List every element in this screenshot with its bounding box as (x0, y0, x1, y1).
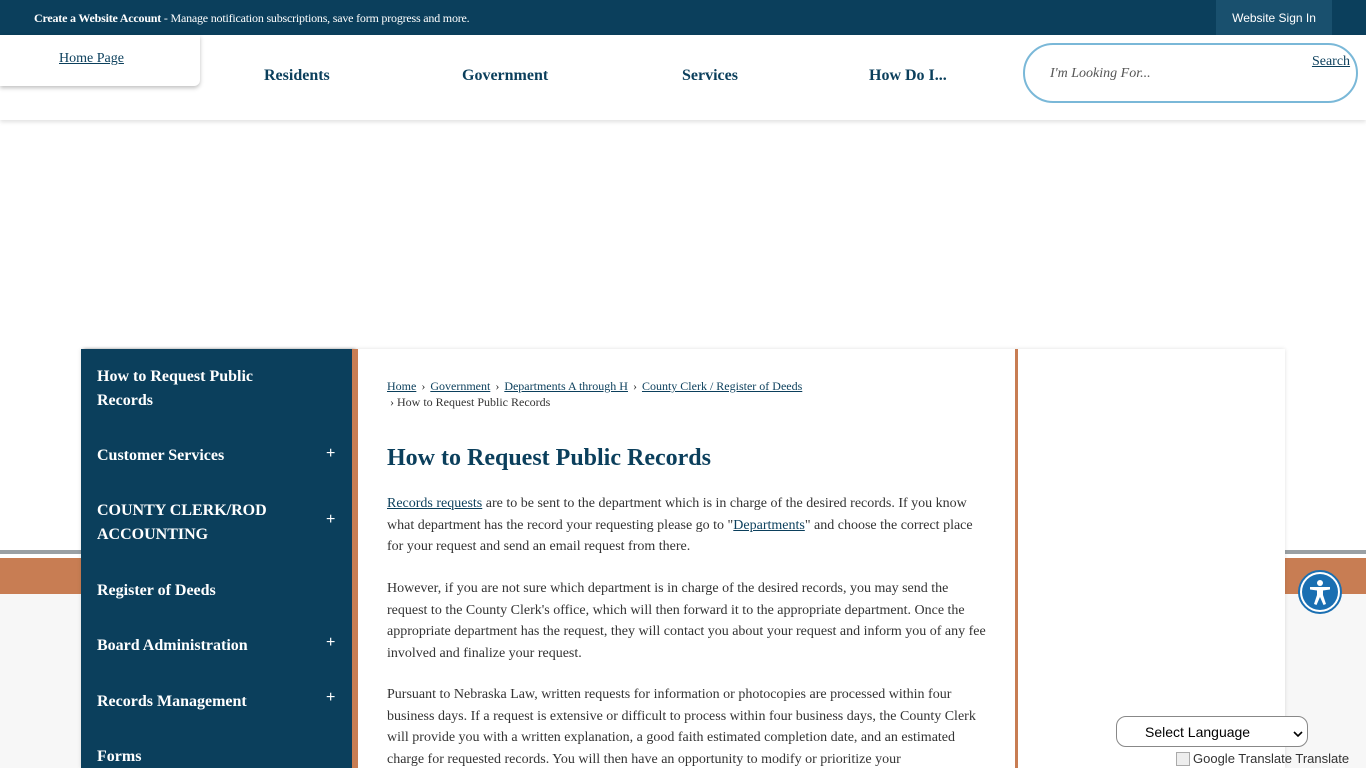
language-select[interactable] (1116, 716, 1308, 747)
sign-in-button[interactable]: Website Sign In (1216, 0, 1332, 35)
page-title: How to Request Public Records (387, 445, 711, 471)
expand-plus-icon[interactable]: + (326, 634, 336, 651)
breadcrumb-current: › How to Request Public Records (390, 395, 551, 409)
create-account-message[interactable] (34, 11, 469, 26)
sidebar-item-board-administration[interactable]: Board Administration (97, 637, 248, 654)
sidebar-item-forms[interactable]: Forms (97, 748, 142, 765)
breadcrumb (387, 378, 802, 395)
accessibility-icon-inner (1302, 574, 1338, 610)
accessibility-icon[interactable] (1298, 570, 1342, 614)
expand-plus-icon[interactable]: + (326, 511, 336, 528)
chevron-down-icon (1293, 726, 1303, 742)
create-account-description: - Manage notification subscriptions, save form progress and more. (161, 11, 470, 25)
departments-link[interactable]: Departments (733, 517, 805, 533)
breadcrumb-separator: › (421, 379, 426, 393)
breadcrumb-departments[interactable]: Departments A through H (504, 379, 628, 393)
breadcrumb-county-clerk[interactable]: County Clerk / Register of Deeds (641, 379, 803, 393)
breadcrumb-government[interactable]: Government (430, 379, 491, 393)
content-left-border (352, 349, 358, 768)
paragraph-text: " and choose the correct place for your request and send an email request from there. (387, 517, 973, 555)
google-translate-credit[interactable] (1176, 751, 1349, 766)
content-right-border (1015, 349, 1018, 768)
sidebar-item-customer-services[interactable]: Customer Services (97, 447, 225, 464)
search-input[interactable]: I'm Looking For... (1050, 66, 1151, 81)
nav-government[interactable]: Government (462, 67, 549, 84)
home-page-logo-link[interactable]: Home Page (59, 51, 124, 66)
sidebar-item-register-of-deeds[interactable]: Register of Deeds (97, 582, 216, 599)
person-icon (1306, 578, 1334, 606)
main-container (81, 349, 1285, 768)
sidebar-item-clerk-accounting[interactable]: COUNTY CLERK/ROD ACCOUNTING (97, 502, 267, 543)
google-translate-text: Google Translate Translate (1193, 751, 1350, 766)
nav-services[interactable]: Services (682, 67, 738, 84)
paragraph-nebraska-law: Pursuant to Nebraska Law, written requests for information or photocopies are processed within four business days. If a request is extensive or difficult to process within four business days, the County Clerk will provide you with a written explanation, a good faith estimated completion date, and an estimated charge for requested records. You will then have an opportunity to modify or prioritize your (387, 687, 976, 768)
nav-residents[interactable]: Residents (264, 67, 330, 84)
google-logo-icon (1176, 752, 1190, 766)
logo-container (0, 35, 200, 86)
top-bar (0, 0, 1366, 35)
records-requests-link[interactable]: Records requests (387, 496, 483, 511)
sidebar-nav (81, 349, 352, 768)
breadcrumb-separator: › (495, 379, 500, 393)
sidebar-item-records-management[interactable]: Records Management (97, 693, 247, 710)
paragraph-text: are to be sent to the department which is in charge of the desired records. If you know what department has the record your requesting please go to " (387, 496, 967, 533)
search-button[interactable]: Search (1311, 54, 1351, 69)
language-select-value: Select Language (1145, 724, 1251, 740)
expand-plus-icon[interactable]: + (326, 689, 336, 706)
create-account-link[interactable]: Create a Website Account (34, 11, 162, 25)
expand-plus-icon[interactable]: + (326, 445, 336, 462)
paragraph-county-clerk: However, if you are not sure which department is in charge of the desired records, you may send the request to the County Clerk's office, which will then forward it to the appropriate department. Once the appropriate department has the request, they will contact you about your request and inform you of any fee involved and finalize your request. (387, 581, 986, 662)
nav-how-do-i[interactable]: How Do I... (869, 67, 947, 84)
breadcrumb-separator: › (632, 379, 637, 393)
paragraph-records-requests (387, 493, 987, 558)
sidebar-item-how-to-request[interactable]: How to Request Public Records (97, 368, 253, 409)
site-header (0, 35, 1366, 120)
breadcrumb-home[interactable]: Home (387, 379, 417, 393)
search-box[interactable] (1023, 43, 1358, 103)
